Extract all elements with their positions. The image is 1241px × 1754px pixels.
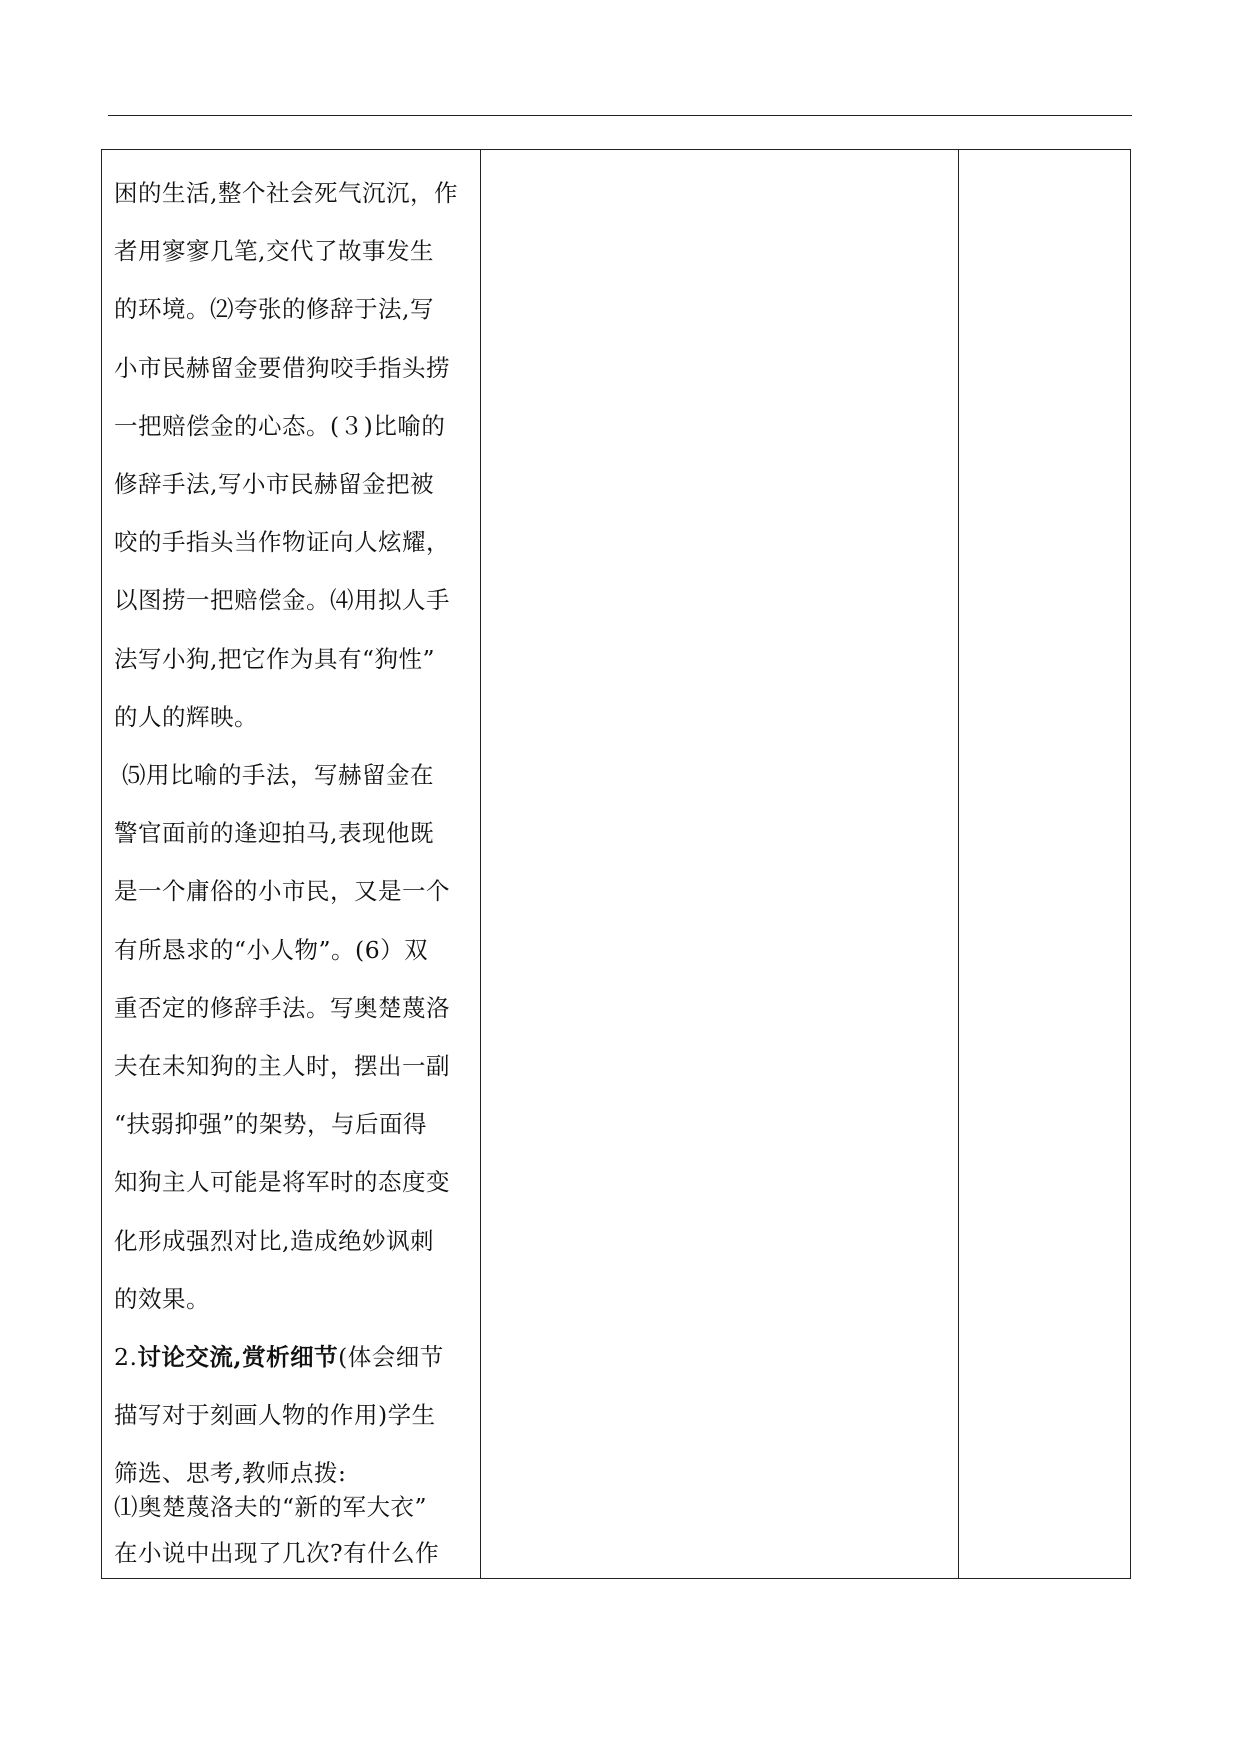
- text-line: 有所恳求的“小人物”。(6）双: [114, 935, 429, 964]
- text-line: 困的生活,整个社会死气沉沉，作: [114, 179, 458, 207]
- text-line: 小市民赫留金要借狗咬手指头捞: [114, 353, 450, 382]
- header-rule: [108, 115, 1132, 116]
- text-line: 以图捞一把赔偿金。⑷用拟人手: [114, 586, 450, 615]
- text-line: 描写对于刻画人物的作用)学生: [114, 1401, 436, 1430]
- item-2-heading: [114, 1328, 474, 1386]
- text-line: ⑸用比喻的手法，写赫留金在: [114, 761, 434, 790]
- text-line: 夫在未知狗的主人时，摆出一副: [114, 1052, 450, 1081]
- text-line: 重否定的修辞手法。写奥楚蔑洛: [114, 993, 450, 1022]
- text-line: 咬的手指头当作物证向人炫耀，: [114, 528, 450, 557]
- item-2-bold-title: 讨论交流,赏析细节: [137, 1343, 339, 1372]
- text-line: 筛选、思考,教师点拨:: [114, 1459, 347, 1488]
- empty-cell-right: [960, 150, 1130, 1578]
- item-2-number: 2.: [114, 1343, 138, 1372]
- text-line: 是一个庸俗的小市民，又是一个: [114, 877, 450, 906]
- text-line: “扶弱抑强”的架势，与后面得: [114, 1110, 428, 1139]
- text-line: 修辞手法,写小市民赫留金把被: [114, 470, 434, 499]
- text-line: 知狗主人可能是将军时的态度变: [114, 1168, 450, 1197]
- teaching-content-cell: [114, 164, 474, 1583]
- text-line: 的环境。⑵夸张的修辞于法,写: [114, 295, 434, 324]
- text-line: 化形成强烈对比,造成绝妙讽刺: [114, 1226, 434, 1255]
- text-line: 在小说中出现了几次?有什么作: [114, 1539, 440, 1568]
- text-line: ⑴奥楚蔑洛夫的“新的军大衣”: [114, 1493, 428, 1522]
- text-line: 的效果。: [114, 1284, 210, 1313]
- empty-cell-middle: [482, 150, 956, 1578]
- text-line: 警官面前的逢迎拍马,表现他既: [114, 819, 434, 848]
- lesson-table: [101, 149, 1131, 1579]
- text-line: 法写小狗,把它作为具有“狗性”: [114, 644, 435, 673]
- text-line: 一把赔偿金的心态。(３)比喻的: [114, 411, 446, 440]
- column-divider-1: [480, 150, 481, 1578]
- text-line: 的人的辉映。: [114, 702, 258, 731]
- column-divider-2: [958, 150, 959, 1578]
- text-line: 者用寥寥几笔,交代了故事发生: [114, 237, 434, 266]
- item-2-note: (体会细节: [338, 1343, 444, 1372]
